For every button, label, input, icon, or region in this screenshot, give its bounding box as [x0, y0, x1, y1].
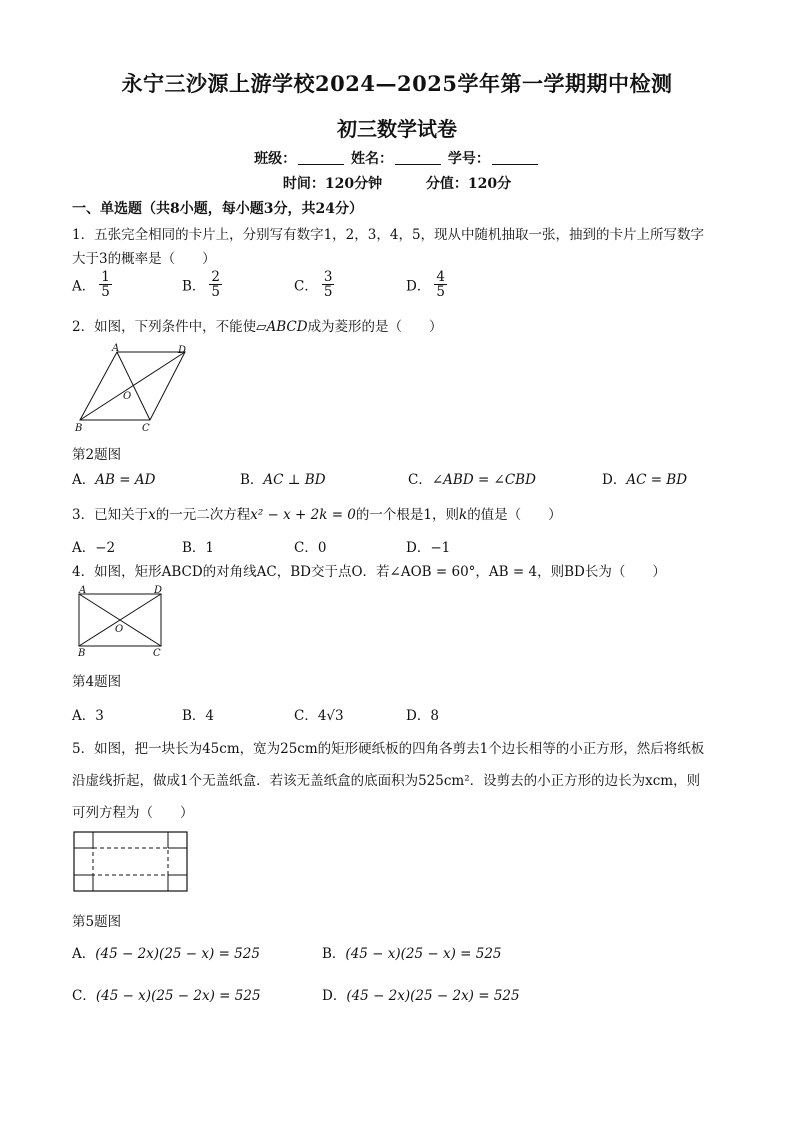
number-label: 学号： — [447, 151, 490, 167]
fold-dashed-line — [93, 848, 168, 875]
section-heading: 一、单选题（共8小题，每小题3分，共24分） — [72, 201, 363, 217]
q3-option-c: C．0 — [294, 540, 327, 556]
q5-stem-line1: 5．如图，把一块长为45cm，宽为25cm的矩形硬纸板的四角各剪去1个边长相等的小正方形，然后将纸板 — [72, 741, 705, 757]
exam-subtitle: 初三数学试卷 — [337, 117, 457, 141]
q1-option-a: A． $\frac{1}{5}$ — [72, 269, 110, 301]
point-b-label: B — [78, 648, 86, 659]
q1-options — [72, 270, 472, 310]
q4-option-c: C．4√3 — [294, 708, 344, 724]
q3-option-b: B．1 — [182, 540, 215, 556]
q3-option-a: A．−2 — [72, 540, 116, 556]
q5-option-b: B．(45 − x)(25 − x) = 525 — [322, 946, 502, 962]
q3-option-d: D．−1 — [406, 540, 451, 556]
q5-option-a: A．(45 − 2x)(25 − x) = 525 — [72, 946, 260, 962]
point-b-label: B — [75, 423, 83, 434]
q4-option-b: B．4 — [182, 708, 215, 724]
point-d-label: D — [154, 585, 163, 596]
q2-option-a: A．AB = AD — [72, 472, 156, 488]
q1-option-c: C． $\frac{3}{5}$ — [294, 269, 333, 301]
time-score-row — [0, 173, 794, 193]
q5-stem-line3: 可列方程为（ ） — [72, 805, 194, 821]
time-info: 时间：120分钟 — [282, 176, 383, 192]
q4-option-a: A．3 — [72, 708, 104, 724]
q5-option-d: D．(45 − 2x)(25 − 2x) = 525 — [322, 988, 520, 1004]
q2-parallelogram-figure — [70, 342, 200, 434]
q5-option-c: C．(45 − x)(25 − 2x) = 525 — [72, 988, 261, 1004]
cardboard-outline — [74, 832, 187, 891]
diagonal-ac — [117, 352, 150, 420]
point-c-label: C — [153, 648, 161, 659]
q1-stem-line1: 1．五张完全相同的卡片上，分别写有数字1，2，3，4，5，现从中随机抽取一张，抽到的卡片上所写数字 — [72, 227, 705, 243]
q4-option-d: D．8 — [406, 708, 439, 724]
point-a-label: A — [112, 343, 120, 354]
q1-option-b: B． $\frac{2}{5}$ — [182, 269, 221, 301]
score-info: 分值：120分 — [425, 176, 512, 192]
number-blank — [492, 150, 538, 165]
q4-options — [72, 704, 492, 724]
point-o-label: O — [115, 624, 124, 635]
q2-stem: 2．如图，下列条件中，不能使▱ABCD成为菱形的是（ ） — [72, 319, 443, 335]
q3-options — [72, 536, 492, 556]
q5-cardboard-figure — [72, 830, 190, 894]
q2-caption: 第2题图 — [72, 447, 122, 463]
q1-stem-line2: 大于3的概率是（ ） — [72, 251, 216, 267]
student-info-row — [0, 148, 794, 168]
exam-title: 永宁三沙源上游学校2024—2025学年第一学期期中检测 — [121, 71, 673, 96]
point-a-label: A — [79, 585, 87, 596]
q4-rectangle-figure — [70, 585, 170, 659]
q3-stem: 3．已知关于x的一元二次方程x² − x + 2k = 0的一个根是1，则k的值是（ ） — [72, 507, 562, 523]
diagonal-bd — [80, 352, 185, 420]
point-c-label: C — [142, 423, 150, 434]
q2-option-c: C．∠ABD = ∠CBD — [408, 472, 536, 488]
class-blank — [298, 150, 344, 165]
point-d-label: D — [178, 345, 187, 356]
q5-options — [72, 942, 572, 1002]
name-blank — [395, 150, 441, 165]
q4-stem: 4．如图，矩形ABCD的对角线AC，BD交于点O．若∠AOB = 60°，AB = 4，则BD长为（ ） — [72, 564, 666, 580]
q4-caption: 第4题图 — [72, 674, 122, 690]
class-label: 班级： — [254, 151, 297, 167]
q5-caption: 第5题图 — [72, 914, 122, 930]
q2-options — [72, 468, 722, 488]
q2-option-d: D．AC = BD — [602, 472, 688, 488]
point-o-label: O — [123, 391, 132, 402]
q2-option-b: B．AC ⊥ BD — [240, 472, 326, 488]
q5-stem-line2: 沿虚线折起，做成1个无盖纸盒．若该无盖纸盒的底面积为525cm²．设剪去的小正方形的边长为xcm，则 — [72, 773, 701, 789]
q1-option-d: D． $\frac{4}{5}$ — [406, 269, 445, 301]
name-label: 姓名： — [351, 151, 393, 167]
